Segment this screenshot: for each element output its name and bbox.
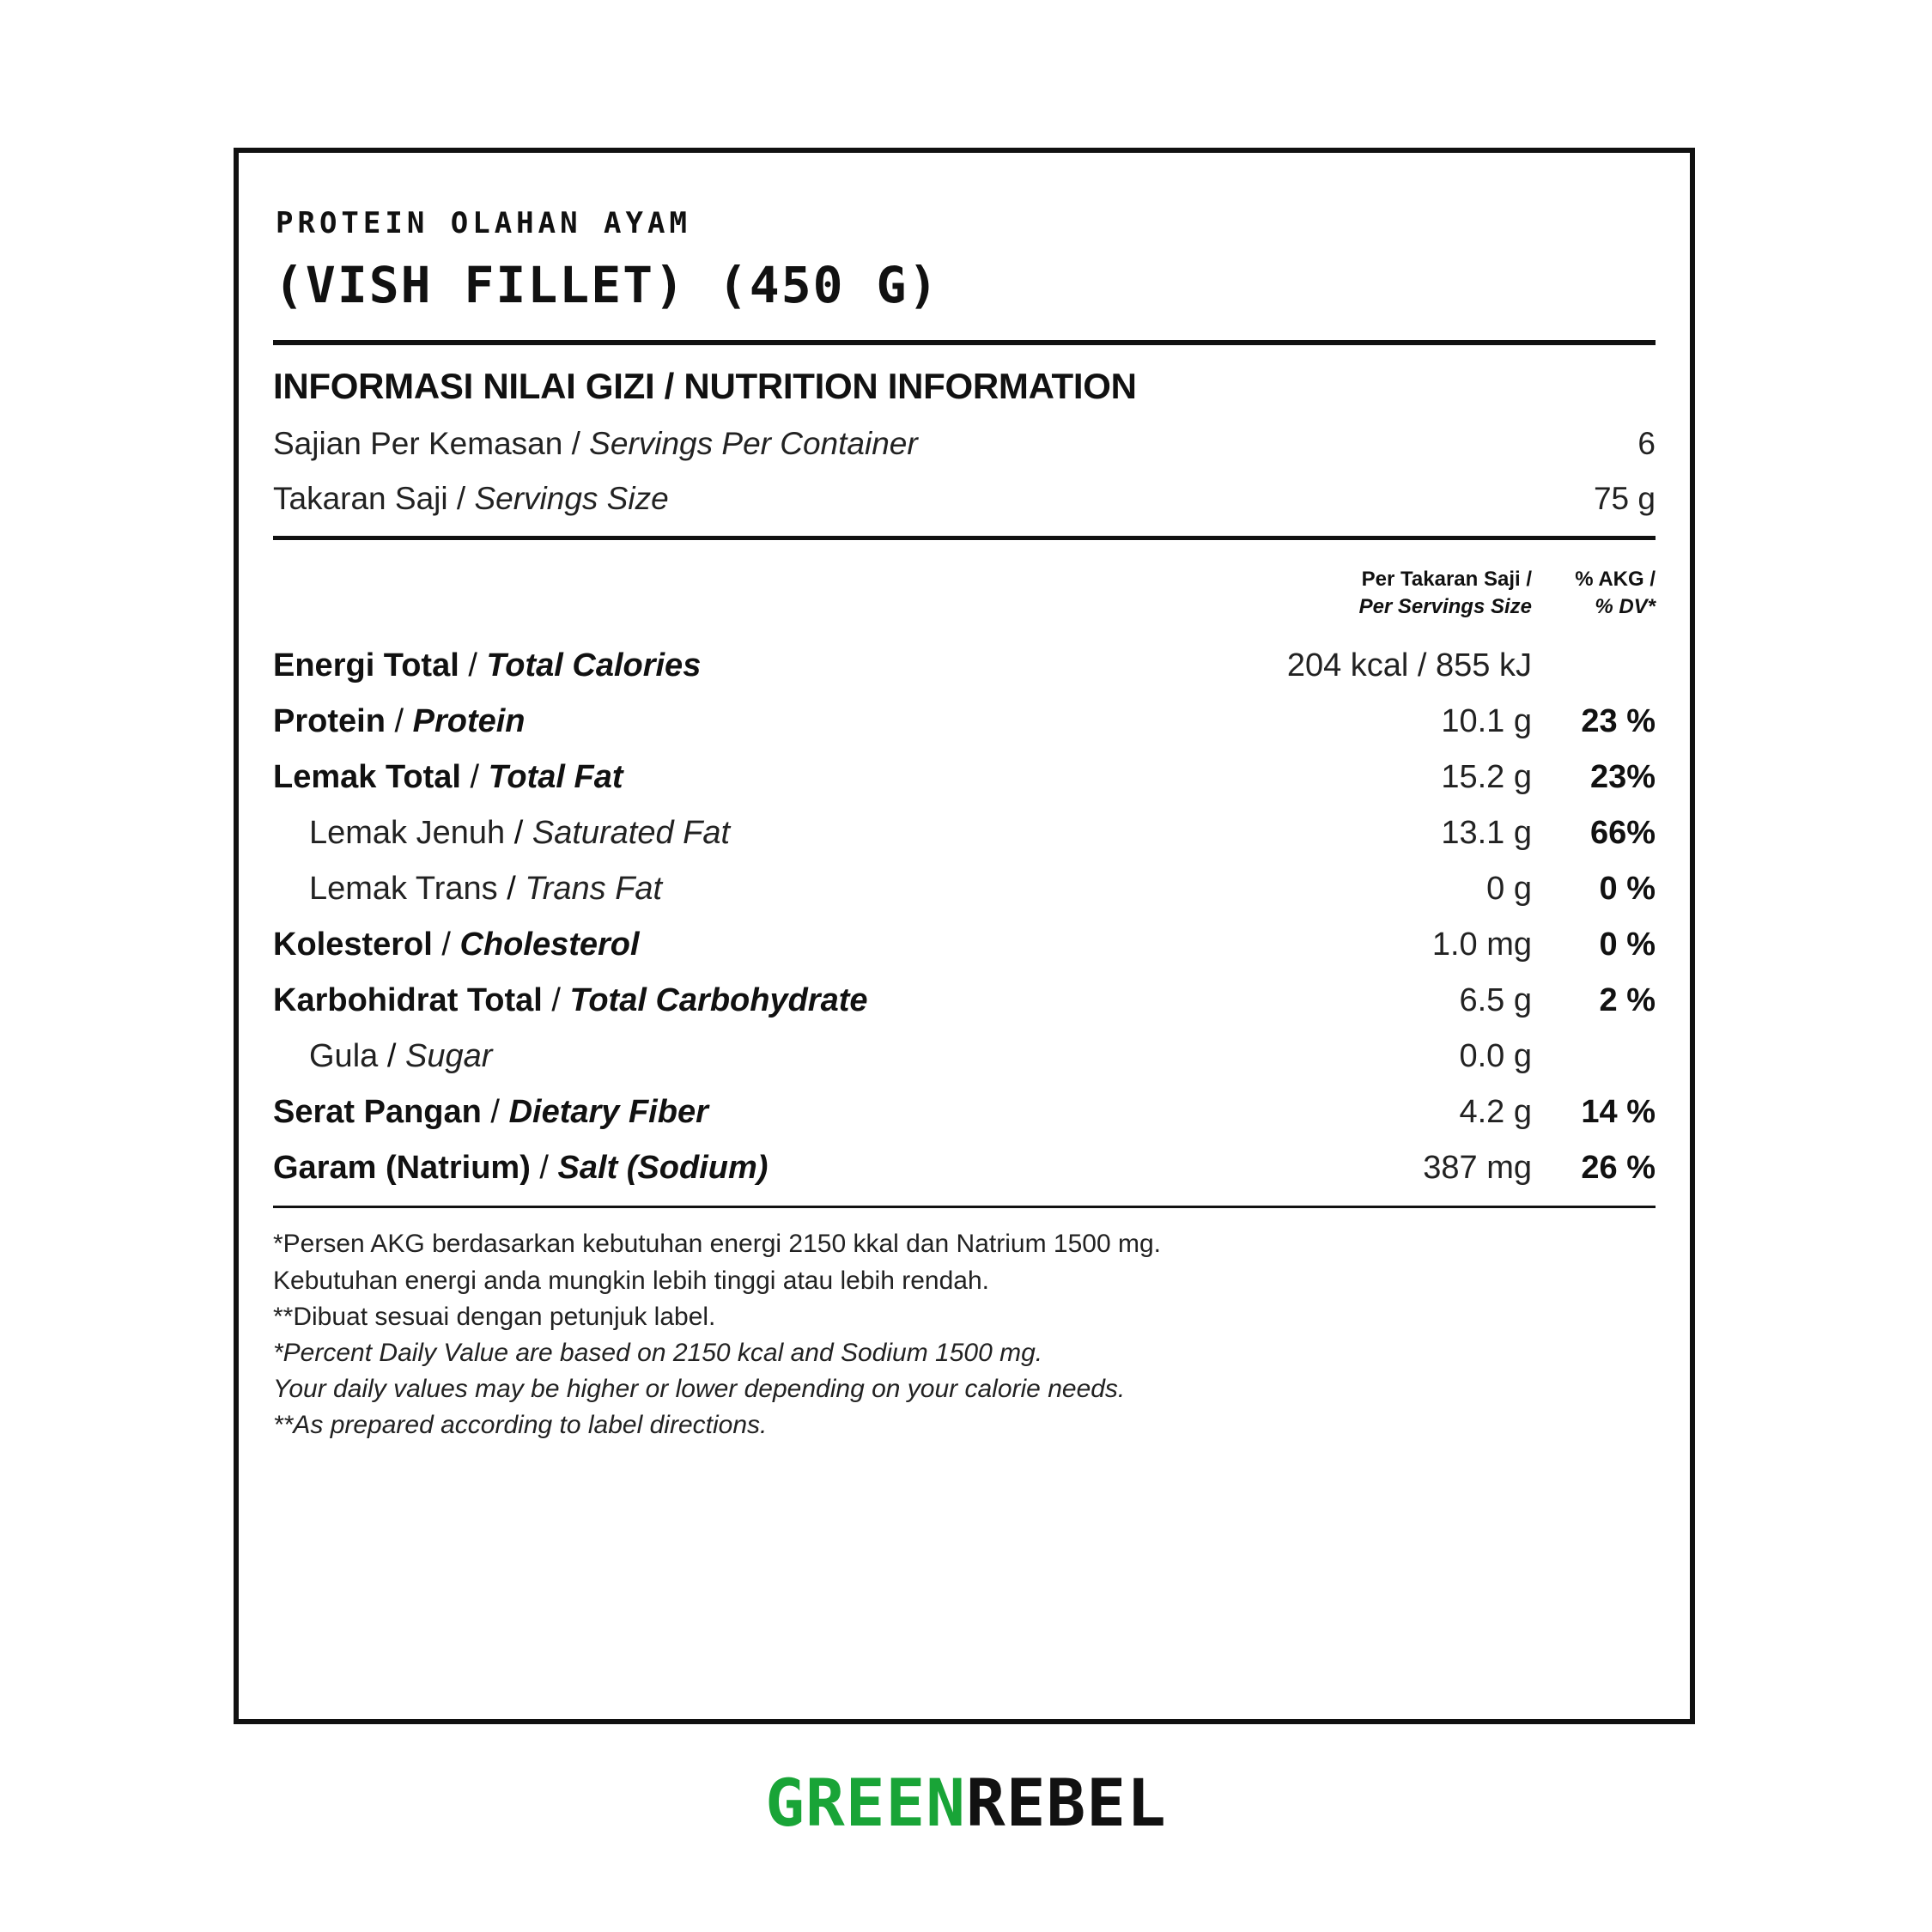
- footnote-line: **As prepared according to label directions.: [273, 1411, 768, 1440]
- nutrient-row: [273, 1150, 1656, 1187]
- nutrient-amount: 15.2 g: [1441, 759, 1532, 796]
- column-header-dv: [1537, 566, 1656, 620]
- nutrient-amount: 10.1 g: [1441, 703, 1532, 740]
- servings-per-container-value: 6: [1637, 426, 1656, 461]
- divider-servings: [273, 536, 1656, 540]
- nutrient-row: [273, 815, 1656, 852]
- nutrient-row: [273, 982, 1656, 1019]
- footnote-line: Your daily values may be higher or lower depending on your calorie needs.: [273, 1375, 1126, 1404]
- nutrient-name: Kolesterol / Cholesterol: [273, 927, 640, 963]
- nutrient-dv: 26 %: [1581, 1150, 1656, 1187]
- divider-footnotes: [273, 1206, 1656, 1208]
- nutrient-dv: 0 %: [1599, 871, 1656, 908]
- nutrient-name: Protein / Protein: [273, 703, 526, 740]
- nutrient-amount: 0 g: [1486, 871, 1532, 908]
- nutrient-dv: 23 %: [1581, 703, 1656, 740]
- servings-per-container-label: [273, 426, 918, 462]
- product-name: (VISH FILLET) (450 G): [274, 256, 940, 314]
- nutrient-name: Lemak Trans / Trans Fat: [309, 871, 663, 908]
- nutrient-amount: 387 mg: [1423, 1150, 1532, 1187]
- nutrient-name: Lemak Total / Total Fat: [273, 759, 623, 796]
- nutrition-facts-content: [273, 187, 1656, 1444]
- divider-title: [273, 340, 1656, 345]
- column-headers: [273, 566, 1656, 620]
- nutrient-row: [273, 703, 1656, 740]
- nutrient-dv: 2 %: [1599, 982, 1656, 1019]
- nutrition-facts-panel: [234, 148, 1695, 1724]
- nutrient-dv: 0 %: [1599, 927, 1656, 963]
- nutrient-amount: 204 kcal / 855 kJ: [1286, 647, 1532, 684]
- column-header-dv-en: % DV*: [1595, 594, 1656, 618]
- nutrient-dv: 14 %: [1581, 1094, 1656, 1131]
- column-header-amount: [1188, 566, 1537, 620]
- footnote-line: **Dibuat sesuai dengan petunjuk label.: [273, 1302, 716, 1331]
- nutrient-row: [273, 927, 1656, 963]
- nutrient-dv: 66%: [1589, 815, 1656, 852]
- nutrient-row: [273, 1094, 1656, 1131]
- servings-per-container-label-id: Sajian Per Kemasan: [273, 426, 563, 461]
- footnote-line: Kebutuhan energi anda mungkin lebih tinggi atau lebih rendah.: [273, 1266, 989, 1295]
- footnote-line: *Percent Daily Value are based on 2150 kcal and Sodium 1500 mg.: [273, 1338, 1043, 1367]
- nutrient-name: Karbohidrat Total / Total Carbohydrate: [273, 982, 868, 1019]
- nutrient-row: [273, 871, 1656, 908]
- nutrient-name: Gula / Sugar: [309, 1038, 493, 1075]
- product-category: PROTEIN OLAHAN AYAM: [276, 206, 691, 240]
- nutrient-name: Energi Total / Total Calories: [273, 647, 702, 684]
- serving-size-label-id: Takaran Saji: [273, 481, 448, 516]
- section-heading: INFORMASI NILAI GIZI / NUTRITION INFORMATION: [273, 366, 1137, 406]
- column-header-amount-en: Per Servings Size: [1358, 594, 1532, 618]
- nutrient-amount: 13.1 g: [1441, 815, 1532, 852]
- serving-size-label: [273, 481, 669, 517]
- servings-per-container-row: [273, 426, 1656, 462]
- nutrient-row: [273, 647, 1656, 684]
- brand-logo: [0, 1765, 1932, 1841]
- serving-size-value: 75 g: [1593, 481, 1656, 516]
- nutrient-name: Garam (Natrium) / Salt (Sodium): [273, 1150, 769, 1187]
- footnotes: [273, 1227, 1656, 1443]
- footnote-line: *Persen AKG berdasarkan kebutuhan energi 2150 kkal dan Natrium 1500 mg.: [273, 1230, 1161, 1259]
- nutrient-amount: 4.2 g: [1459, 1094, 1532, 1131]
- brand-logo-black: REBEL: [966, 1765, 1167, 1841]
- brand-logo-green: GREEN: [765, 1765, 966, 1841]
- nutrient-table: [273, 647, 1656, 1187]
- nutrient-row: [273, 1038, 1656, 1075]
- serving-size-row: [273, 481, 1656, 517]
- nutrient-name: Serat Pangan / Dietary Fiber: [273, 1094, 708, 1131]
- column-header-dv-id: % AKG /: [1575, 568, 1656, 591]
- nutrient-row: [273, 759, 1656, 796]
- column-header-amount-id: Per Takaran Saji /: [1361, 568, 1532, 591]
- nutrient-amount: 0.0 g: [1459, 1038, 1532, 1075]
- servings-per-container-sep: /: [562, 426, 590, 461]
- servings-per-container-label-en: Servings Per Container: [589, 426, 918, 461]
- serving-size-sep: /: [447, 481, 475, 516]
- nutrient-name: Lemak Jenuh / Saturated Fat: [309, 815, 731, 852]
- serving-size-label-en: Servings Size: [474, 481, 669, 516]
- nutrient-amount: 1.0 mg: [1431, 927, 1532, 963]
- nutrient-amount: 6.5 g: [1459, 982, 1532, 1019]
- nutrient-dv: 23%: [1589, 759, 1656, 796]
